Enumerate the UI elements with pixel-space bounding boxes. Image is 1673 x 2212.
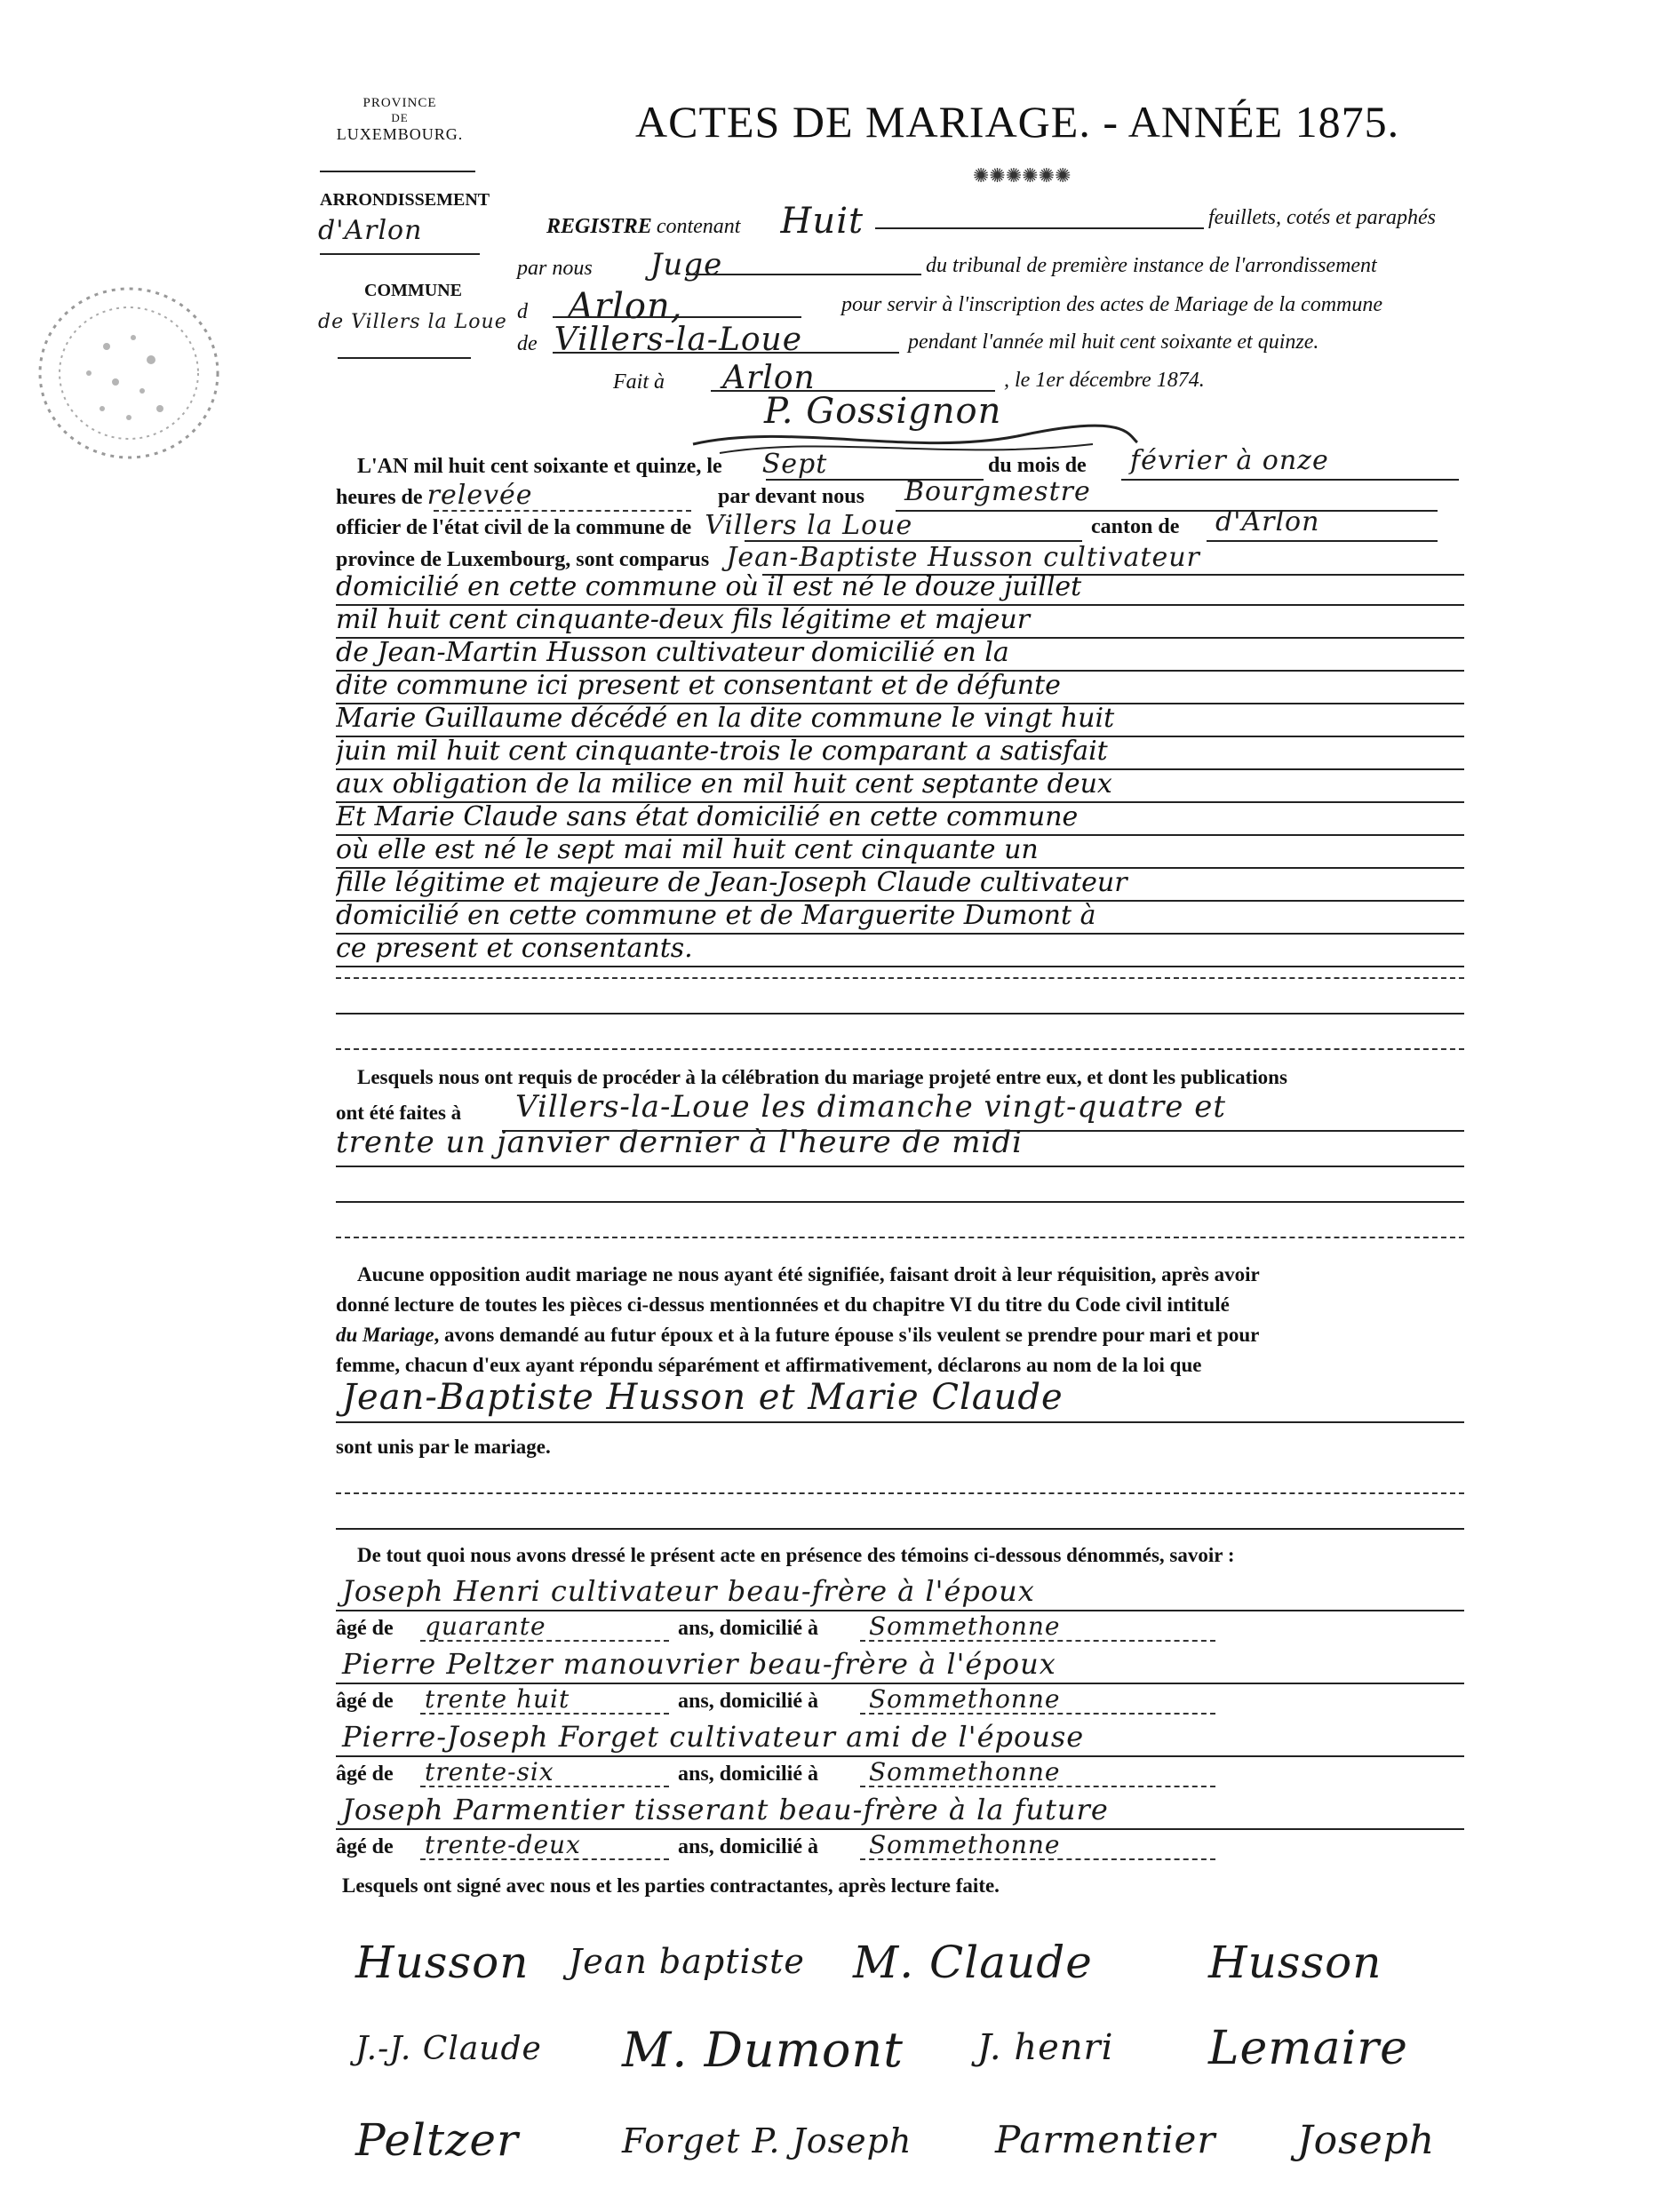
acte-body-line: aux obligation de la milice en mil huit cent septante deux bbox=[336, 768, 1464, 803]
fill-line bbox=[420, 1713, 669, 1715]
witness-name: Joseph Henri cultivateur beau-frère à l'époux bbox=[342, 1574, 1035, 1608]
divider bbox=[320, 171, 475, 172]
mois-value: février à onze bbox=[1130, 445, 1329, 476]
province-de: DE bbox=[391, 111, 409, 124]
acte-body-line: domicilié en cette commune et de Marguerite Dumont à bbox=[336, 899, 1464, 935]
spouses-names: Jean-Baptiste Husson et Marie Claude bbox=[342, 1377, 1064, 1418]
witness-age-row bbox=[336, 1830, 1464, 1866]
opposition-p2: donné lecture de toutes les pièces ci-dessus mentionnées et du chapitre VI du titre du Code civil intitulé bbox=[336, 1293, 1230, 1316]
province-block bbox=[320, 96, 480, 144]
acte-body-line: Marie Guillaume décédé en la dite commune le vingt huit bbox=[336, 702, 1464, 737]
canton-text: canton de bbox=[1091, 515, 1180, 538]
age-label: âgé de bbox=[336, 1835, 394, 1858]
witness-domicile: Sommethonne bbox=[869, 1830, 1061, 1859]
fill-line bbox=[860, 1858, 1215, 1860]
fill-line bbox=[553, 352, 899, 354]
witness-domicile: Sommethonne bbox=[869, 1684, 1061, 1714]
commune-label: COMMUNE bbox=[364, 281, 462, 300]
temoins-intro: De tout quoi nous avons dressé le présent acte en présence des témoins ci-dessous dénommés, savoir : bbox=[357, 1544, 1235, 1566]
registrar-signature: P. Gossignon bbox=[764, 391, 1002, 432]
seal-stamp bbox=[27, 275, 231, 471]
registre-line-1 bbox=[546, 201, 1462, 240]
pendant-text: pendant l'année mil huit cent soixante et quinze. bbox=[908, 330, 1319, 354]
publications-hw-2: trente un janvier dernier à l'heure de midi bbox=[336, 1125, 1024, 1160]
signature: J. henri bbox=[977, 2027, 1114, 2068]
fait-place: Arlon bbox=[722, 360, 816, 396]
fill-line bbox=[860, 1640, 1215, 1642]
acte-body-line: juin mil huit cent cinquante-trois le comparant a satisfait bbox=[336, 735, 1464, 770]
acte-body-line: ce present et consentants. bbox=[336, 932, 1464, 967]
mariage-title: du Mariage bbox=[336, 1324, 434, 1346]
signature: Husson bbox=[355, 1937, 530, 1988]
age-label: âgé de bbox=[336, 1690, 394, 1713]
opposition-p1: Aucune opposition audit mariage ne nous ayant été signifiée, faisant droit à leur réquisition, après avoir bbox=[357, 1263, 1260, 1285]
empty-rule bbox=[336, 1013, 1464, 1014]
witness-domicile: Sommethonne bbox=[869, 1611, 1061, 1641]
publications-hw-1: Villers-la-Loue les dimanche vingt-quatre et bbox=[515, 1089, 1227, 1125]
fill-line bbox=[860, 1786, 1215, 1787]
title-ornament: ✺✺✺✺✺✺ bbox=[973, 165, 1072, 187]
signature: Husson bbox=[1208, 1937, 1382, 1988]
age-label: âgé de bbox=[336, 1617, 394, 1640]
opposition-p3-rest: , avons demandé au futur époux et à la future épouse s'ils veulent se prendre pour mari et pour bbox=[434, 1324, 1260, 1346]
signature: Peltzer bbox=[355, 2114, 519, 2166]
fill-line bbox=[336, 1421, 1464, 1423]
closing-text: Lesquels ont signé avec nous et les parties contractantes, après lecture faite. bbox=[342, 1874, 1000, 1897]
arrondissement-value: d'Arlon bbox=[318, 215, 423, 246]
ans-label: ans, domicilié à bbox=[678, 1762, 819, 1786]
ans-label: ans, domicilié à bbox=[678, 1690, 819, 1713]
witness-age-row bbox=[336, 1757, 1464, 1793]
signature: Forget P. Joseph bbox=[622, 2121, 912, 2160]
signature: M. Dumont bbox=[622, 2022, 904, 2078]
acte-body-line: de Jean-Martin Husson cultivateur domicilié en la bbox=[336, 636, 1464, 672]
commune-value-2: Villers la Loue bbox=[705, 510, 913, 541]
empty-rule bbox=[336, 977, 1464, 979]
acte-body-line: domicilié en cette commune où il est né le douze juillet bbox=[336, 570, 1464, 606]
fill-line bbox=[875, 227, 1204, 229]
jour-value: Sept bbox=[761, 449, 828, 480]
witness-name: Joseph Parmentier tisserant beau-frère à la future bbox=[342, 1793, 1109, 1826]
d-label: d bbox=[517, 300, 528, 323]
date-text: , le 1er décembre 1874. bbox=[1004, 369, 1205, 392]
feuillets-text: feuillets, cotés et paraphés bbox=[1208, 206, 1436, 229]
villers-value: Villers-la-Loue bbox=[554, 322, 803, 358]
ans-label: ans, domicilié à bbox=[678, 1617, 819, 1640]
witness-age-row bbox=[336, 1684, 1464, 1720]
fill-line bbox=[553, 316, 801, 318]
registre-label: REGISTRE bbox=[546, 215, 652, 238]
opposition-p4: femme, chacun d'eux ayant répondu séparément et affirmativement, déclarons au nom de la loi que bbox=[336, 1354, 1202, 1376]
opposition-p3 bbox=[336, 1324, 1259, 1347]
tribunal-text: du tribunal de première instance de l'arrondissement bbox=[926, 254, 1377, 277]
heures-value: relevée bbox=[426, 480, 533, 511]
fait-a-label: Fait à bbox=[613, 370, 665, 394]
empty-rule bbox=[336, 1201, 1464, 1203]
registre-contenant: contenant bbox=[656, 215, 741, 238]
empty-rule bbox=[336, 1492, 1464, 1494]
province-label: PROVINCE bbox=[362, 96, 437, 110]
witness-age-row bbox=[336, 1611, 1464, 1647]
servir-text: pour servir à l'inscription des actes de Mariage de la commune bbox=[841, 293, 1383, 316]
empty-rule bbox=[336, 1528, 1464, 1530]
arlon-value: Arlon, bbox=[568, 286, 683, 327]
witness-domicile: Sommethonne bbox=[869, 1757, 1061, 1786]
feuillets-count: Huit bbox=[780, 201, 864, 242]
province-text: province de Luxembourg, sont comparus bbox=[336, 548, 710, 571]
de-label: de bbox=[517, 332, 538, 355]
registre-line-5 bbox=[613, 360, 1413, 399]
witness-age: trente-deux bbox=[425, 1830, 581, 1859]
commune-value: de Villers la Loue bbox=[318, 311, 507, 333]
signature: M. Claude bbox=[853, 1937, 1093, 1988]
province-name: LUXEMBOURG. bbox=[336, 125, 464, 143]
divider bbox=[338, 357, 471, 359]
signature-row bbox=[355, 1928, 1510, 2008]
juge-value: Juge bbox=[649, 247, 723, 282]
devant-text: par devant nous bbox=[718, 485, 864, 508]
page-title: ACTES DE MARIAGE. - ANNÉE 1875. bbox=[635, 97, 1400, 147]
publications-text: Lesquels nous ont requis de procéder à la célébration du mariage projeté entre eux, et dont les publications bbox=[357, 1066, 1287, 1088]
registre-line-4 bbox=[517, 322, 1468, 361]
witness-name: Pierre-Joseph Forget cultivateur ami de l'épouse bbox=[342, 1720, 1085, 1754]
fill-line bbox=[420, 1786, 669, 1787]
registre-line-2 bbox=[517, 247, 1468, 286]
canton-value: d'Arlon bbox=[1215, 506, 1320, 537]
fill-line bbox=[420, 1858, 669, 1860]
acte-body-line: fille légitime et majeure de Jean-Joseph Claude cultivateur bbox=[336, 866, 1464, 902]
an-text: L'AN mil huit cent soixante et quinze, le bbox=[357, 455, 722, 478]
witness-age: trente huit bbox=[425, 1684, 570, 1714]
divider bbox=[320, 253, 480, 255]
signature-row bbox=[355, 2017, 1510, 2097]
signature: Lemaire bbox=[1208, 2022, 1408, 2075]
acte-body-line: mil huit cent cinquante-deux fils légitime et majeur bbox=[336, 603, 1464, 639]
witness-name: Pierre Peltzer manouvrier beau-frère à l'époux bbox=[342, 1647, 1056, 1681]
signature: J.-J. Claude bbox=[355, 2031, 542, 2067]
publications-faites: ont été faites à bbox=[336, 1102, 462, 1124]
witness-age: trente-six bbox=[425, 1757, 554, 1786]
signature: Jean baptiste bbox=[569, 1942, 805, 1981]
empty-rule bbox=[336, 1237, 1464, 1238]
acte-body-line: dite commune ici present et consentant et de défunte bbox=[336, 669, 1464, 704]
fill-line bbox=[336, 1166, 1464, 1167]
ans-label: ans, domicilié à bbox=[678, 1835, 819, 1858]
unis-text: sont unis par le mariage. bbox=[336, 1436, 551, 1458]
arrondissement-label: ARRONDISSEMENT bbox=[320, 190, 490, 210]
fill-line bbox=[686, 274, 921, 275]
acte-body-line: Et Marie Claude sans état domicilié en cette commune bbox=[336, 800, 1464, 836]
signature: Joseph bbox=[1297, 2118, 1436, 2163]
acte-body-line: où elle est né le sept mai mil huit cent cinquante un bbox=[336, 833, 1464, 869]
heures-text: heures de bbox=[336, 486, 423, 509]
comparus-value: Jean-Baptiste Husson cultivateur bbox=[726, 542, 1200, 573]
devant-value: Bourgmestre bbox=[904, 476, 1091, 507]
age-label: âgé de bbox=[336, 1762, 394, 1786]
mois-text: du mois de bbox=[988, 454, 1087, 477]
witness-age: quarante bbox=[425, 1611, 546, 1641]
officier-text: officier de l'état civil de la commune de bbox=[336, 516, 692, 539]
fill-line bbox=[420, 1640, 669, 1642]
registre-line-3 bbox=[517, 286, 1468, 325]
empty-rule bbox=[336, 1048, 1464, 1050]
par-nous-label: par nous bbox=[517, 257, 593, 280]
fill-line bbox=[860, 1713, 1215, 1715]
signature: Parmentier bbox=[995, 2118, 1216, 2161]
signature-row bbox=[355, 2105, 1510, 2194]
